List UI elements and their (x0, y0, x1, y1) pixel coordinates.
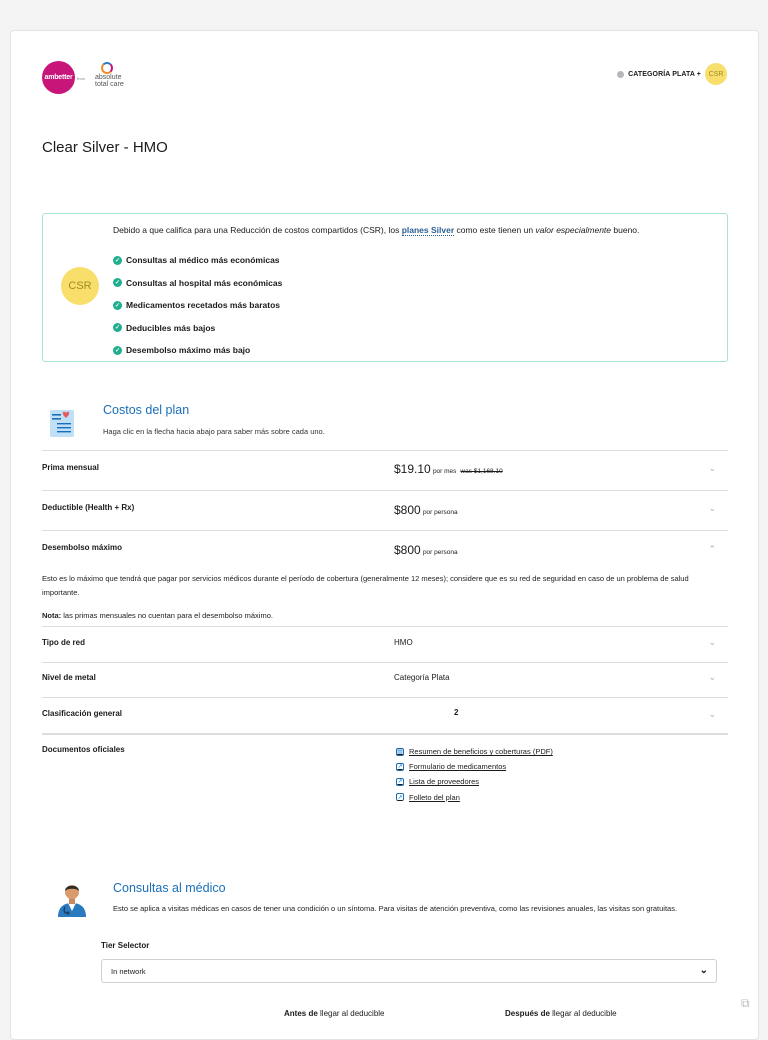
csr-intro-text: Debido a que califica para una Reducción de costos compartidos (CSR), los planes Silver como este tienen un valor especialmente bueno. (113, 225, 640, 235)
external-link-icon: ↗ (397, 779, 403, 786)
oop-max-row[interactable] (42, 530, 728, 570)
chevron-down-icon[interactable]: ⌄ (708, 637, 716, 647)
tier-label: CATEGORÍA PLATA + (628, 70, 701, 78)
after-deductible-header: Después de llegar al deducible (505, 1009, 617, 1018)
premium-label: Prima mensual (42, 463, 99, 472)
chevron-down-icon[interactable]: ⌄ (708, 503, 716, 513)
csr-badge: CSR (61, 267, 99, 305)
doc-link-brochure[interactable]: ↗ Folleto del plan (397, 792, 460, 802)
oop-note: Nota: las primas mensuales no cuentan para el desembolso máximo. (42, 611, 273, 620)
csr-info-box (42, 213, 728, 362)
premium-value: $19.10 por mes was $1,168.10 (394, 462, 503, 476)
check-icon: ✓ (114, 257, 121, 264)
tier-selector-value: In network (111, 966, 146, 976)
list-item: ✓ Consultas al médico más económicas (114, 255, 280, 266)
doc-link-providers[interactable]: ↗ Lista de proveedores (397, 777, 480, 787)
chevron-down-icon[interactable]: ⌄ (708, 672, 716, 682)
oop-max-label: Desembolso máximo (42, 543, 123, 552)
check-icon: ✓ (114, 280, 121, 287)
network-type-row[interactable] (42, 626, 728, 662)
chevron-up-icon[interactable]: ⌃ (708, 544, 716, 554)
metal-level-label: Nivel de metal (42, 673, 96, 682)
list-item: ✓ Desembolso máximo más bajo (114, 345, 251, 356)
list-item: ✓ Medicamentos recetados más baratos (114, 300, 281, 311)
chevron-down-icon[interactable]: ⌄ (708, 463, 716, 473)
metal-tier-indicator (617, 63, 727, 85)
doc-link-formulary[interactable]: ↗ Formulario de medicamentos (397, 762, 507, 772)
plan-costs-subtitle: Haga clic en la flecha hacia abajo para saber más sobre cada uno. (103, 427, 325, 436)
metal-level-value: Categoría Plata (394, 673, 450, 682)
pdf-icon: ▤ (397, 749, 403, 756)
deductible-row[interactable] (42, 490, 728, 530)
premium-row[interactable] (42, 450, 728, 490)
silver-dot-icon (617, 71, 624, 78)
chat-link-icon[interactable]: ⧉ (741, 996, 750, 1010)
external-link-icon: ↗ (397, 764, 403, 771)
check-icon: ✓ (114, 325, 121, 332)
overall-rating-label: Clasificación general (42, 709, 123, 718)
csr-benefits-list (113, 249, 282, 362)
logo-ring-icon (101, 62, 113, 74)
divider (42, 733, 728, 735)
tier-selector-label: Tier Selector (101, 941, 150, 950)
doctor-icon (55, 879, 89, 917)
plan-document-icon (48, 407, 78, 439)
csr-badge-small: CSR (705, 63, 727, 85)
network-type-label: Tipo de red (42, 638, 85, 647)
plan-detail-card (10, 30, 759, 1040)
overall-rating-row[interactable] (42, 697, 728, 733)
deductible-label: Deductible (Health + Rx) (42, 503, 135, 512)
deductible-value: $800 por persona (394, 503, 458, 517)
tier-selector[interactable] (101, 959, 717, 983)
oop-max-value: $800 por persona (394, 543, 458, 557)
logo-from-text: from (77, 76, 85, 81)
list-item: ✓ Consultas al hospital más económicas (114, 277, 283, 288)
doctor-visits-description: Esto se aplica a visitas médicas en casos de tener una condición o un síntoma. Para visitas de atención preventiva, como las revisiones anuales, las visitas son gratuitas. (113, 904, 678, 913)
before-deductible-header: Antes de llegar al deducible (284, 1009, 385, 1018)
overall-rating-value: 2 (454, 708, 459, 717)
doc-link-summary[interactable]: ▤ Resumen de beneficios y coberturas (PDF) (397, 747, 553, 757)
official-docs-label: Documentos oficiales (42, 745, 125, 754)
chevron-down-icon[interactable]: ⌄ (708, 709, 716, 719)
absolute-total-care-logo: absolute total care (95, 62, 135, 88)
chevron-down-icon: ⌄ (699, 965, 708, 976)
ambetter-logo: ambetter (42, 61, 75, 94)
check-icon: ✓ (114, 347, 121, 354)
silver-plans-link[interactable]: planes Silver (401, 225, 455, 235)
list-item: ✓ Deducibles más bajos (114, 322, 216, 333)
plan-title: Clear Silver - HMO (42, 139, 168, 156)
doctor-visits-title: Consultas al médico (113, 881, 226, 895)
metal-level-row[interactable] (42, 662, 728, 697)
oop-max-description: Esto es lo máximo que tendrá que pagar por servicios médicos durante el período de cobertura (generalmente 12 meses); considere que es su red de seguridad en caso de un problema de salud importante. (42, 574, 689, 597)
external-link-icon: ↗ (397, 794, 403, 801)
official-docs-list (396, 744, 553, 805)
check-icon: ✓ (114, 302, 121, 309)
network-type-value: HMO (394, 638, 413, 647)
plan-costs-title: Costos del plan (103, 403, 190, 417)
